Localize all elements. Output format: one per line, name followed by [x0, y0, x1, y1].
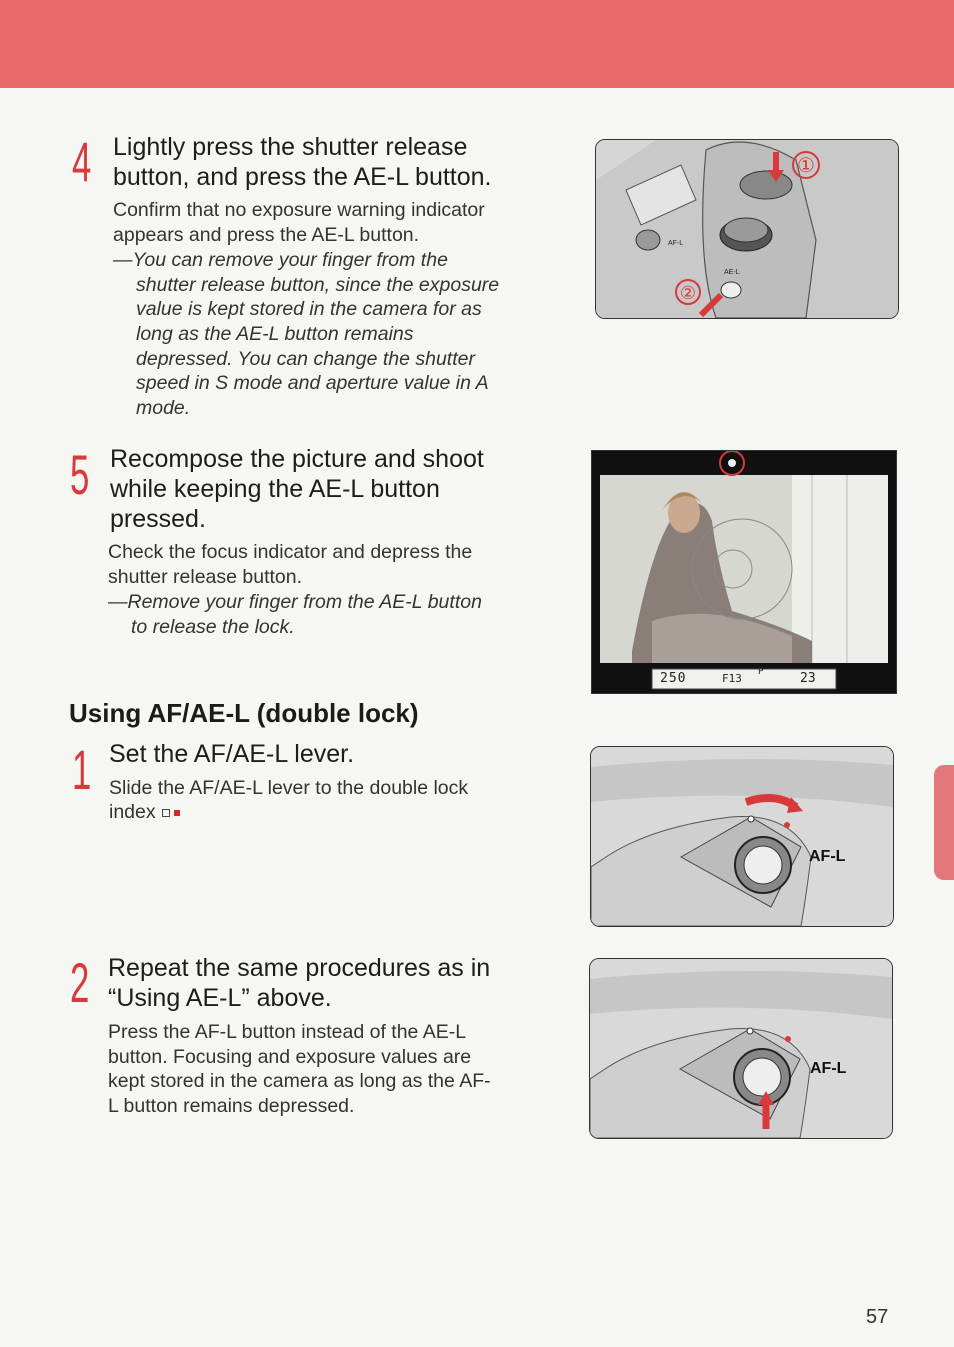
- step-text: Confirm that no exposure warning indicator: [113, 199, 485, 221]
- step-title: pressed.: [110, 505, 206, 533]
- af-l-label: AF-L: [809, 848, 846, 865]
- section-heading: Using AF/AE-L (double lock): [69, 698, 419, 728]
- viewfinder-figure: [591, 450, 897, 694]
- lever-label: AF-L: [668, 240, 684, 247]
- viewfinder-frame-count: 23: [800, 671, 816, 686]
- top-color-band: [0, 0, 954, 88]
- step-title: Set the AF/AE-L lever.: [109, 740, 355, 768]
- lever-slide-figure: [590, 746, 894, 927]
- step-title: Repeat the same procedures as in: [108, 954, 491, 982]
- step-title: “Using AE-L” above.: [108, 984, 332, 1012]
- step-text: shutter release button.: [108, 566, 303, 588]
- step-note: —You can remove your finger from the: [113, 249, 448, 271]
- step-number: 1: [72, 738, 92, 801]
- step-text: Check the focus indicator and depress the: [108, 541, 473, 563]
- step-title: button, and press the AE-L button.: [113, 163, 492, 191]
- step-title: Recompose the picture and shoot: [110, 445, 484, 473]
- af-l-button-illustration: [590, 959, 892, 1138]
- step-text: kept stored in the camera as long as the AF-: [108, 1070, 491, 1092]
- af-l-label: AF-L: [810, 1060, 847, 1077]
- step-title: while keeping the AE-L button: [110, 475, 440, 503]
- callout-2: ②: [679, 283, 697, 304]
- step-text: Slide the AF/AE-L lever to the double lock: [109, 777, 469, 799]
- page-number: 57: [866, 1306, 889, 1328]
- step-title: Lightly press the shutter release: [113, 133, 468, 161]
- step-text-index: index: [109, 801, 156, 823]
- step-note: value is kept stored in the camera for as: [136, 298, 482, 320]
- camera-top-figure: [595, 139, 899, 319]
- step-number: 2: [70, 951, 90, 1014]
- af-l-button-figure: [589, 958, 893, 1139]
- step-text: button. Focusing and exposure values are: [108, 1046, 472, 1068]
- lever-slide-illustration: [591, 747, 893, 926]
- camera-top-illustration: [596, 140, 898, 318]
- step-note: to release the lock.: [131, 616, 295, 638]
- callout-1: ①: [797, 153, 815, 177]
- step-text: appears and press the AE-L button.: [113, 224, 420, 246]
- index-square-icon: [162, 809, 170, 817]
- step-text: [109, 800, 180, 825]
- step-note: —Remove your finger from the AE-L button: [108, 591, 482, 613]
- step-number: 4: [72, 130, 92, 193]
- viewfinder-aperture: F13: [722, 672, 742, 685]
- step-note: long as the AE-L button remains: [136, 323, 414, 345]
- step-note: mode.: [136, 397, 191, 419]
- step-text: L button remains depressed.: [108, 1095, 355, 1117]
- chapter-tab: [934, 765, 954, 880]
- step-note: depressed. You can change the shutter: [136, 348, 475, 370]
- viewfinder-speed: 250: [660, 671, 687, 686]
- step-note: shutter release button, since the exposure: [136, 274, 500, 296]
- step-text: Press the AF-L button instead of the AE-L: [108, 1021, 467, 1043]
- button-label: AE-L: [724, 269, 740, 276]
- viewfinder-illustration: [592, 451, 896, 693]
- step-note: speed in S mode and aperture value in A: [136, 372, 489, 394]
- step-number: 5: [70, 443, 90, 506]
- double-lock-index-icon: [174, 810, 180, 816]
- viewfinder-mode: P: [758, 667, 764, 677]
